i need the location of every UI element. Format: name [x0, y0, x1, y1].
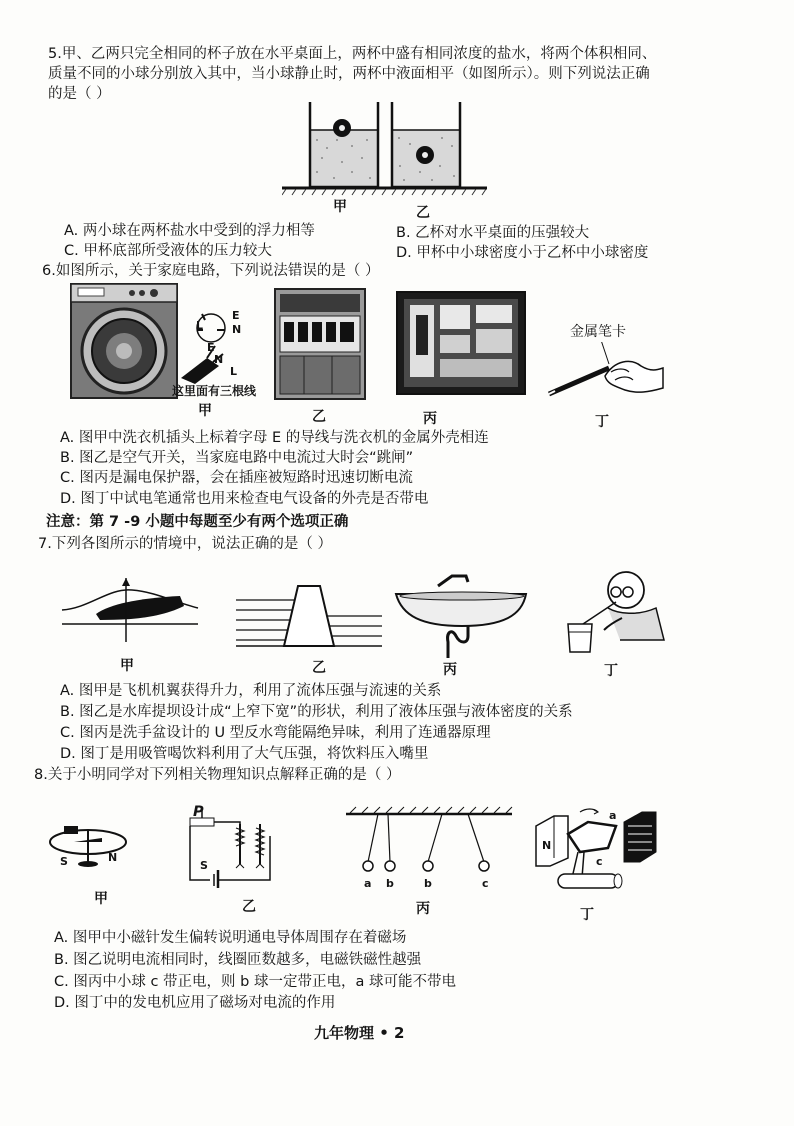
q7-option-b: B. 图乙是水库提坝设计成“上窄下宽”的形状，利用了液体压强与液体密度的关系 [60, 704, 573, 720]
q7-option-d: D. 图丁是用吸管喝饮料利用了大气压强，将饮料压入嘴里 [60, 746, 429, 762]
q8-figure-oersted [46, 812, 132, 872]
q7-option-a: A. 图甲是飞机机翼获得升力，利用了流体压强与流速的关系 [60, 683, 442, 699]
q7-fig-label-yi: 乙 [312, 660, 326, 676]
q8-bing-letter-b1: b [386, 877, 394, 890]
q6-jia-letter-l1: L [196, 319, 204, 332]
q6-jia-letter-l2: L [230, 365, 238, 378]
q8-ding-letter-n: N [542, 839, 552, 852]
q8-ding-letter-a: a [609, 809, 617, 822]
section-note: 注意：第 7 -9 小题中每题至少有两个选项正确 [46, 514, 349, 530]
q5-fig-label-jia: 甲 [333, 199, 347, 215]
q7-fig-label-jia: 甲 [120, 658, 134, 674]
q5-option-b: B. 乙杯对水平桌面的压强较大 [396, 225, 590, 241]
q8-figure-charged-balls [344, 806, 514, 878]
q6-jia-letter-n1: N [232, 323, 242, 336]
q6-fig-label-bing: 丙 [423, 411, 437, 427]
q8-fig-label-bing: 丙 [416, 901, 430, 917]
q8-option-c: C. 图丙中小球 c 带正电，则 b 球一定带正电，a 球可能不带电 [54, 974, 456, 990]
q6-option-b: B. 图乙是空气开关，当家庭电路中电流过大时会“跳闸” [60, 450, 414, 466]
q6-jia-letter-n2: N [214, 353, 224, 366]
q5-option-c: C. 甲杯底部所受液体的压力较大 [64, 243, 272, 259]
q8-stem: 8.关于小明同学对下列相关物理知识点解释正确的是（ ） [34, 767, 401, 783]
q6-fig-label-ding: 丁 [595, 414, 609, 430]
q6-option-c: C. 图丙是漏电保护器，会在插座被短路时迅速切断电流 [60, 470, 413, 486]
q7-fig-label-bing: 丙 [443, 662, 457, 678]
q8-fig-label-jia: 甲 [94, 891, 108, 907]
q7-figure-airfoil [60, 578, 200, 648]
q8-jia-letter-s: S [60, 855, 68, 868]
q6-fig-label-jia: 甲 [198, 403, 212, 419]
q8-ding-letter-c: c [596, 855, 603, 868]
q7-option-c: C. 图丙是洗手盆设计的 U 型反水弯能隔绝异味，利用了连通器原理 [60, 725, 491, 741]
q6-figure-washing-machine [70, 283, 180, 401]
q6-ding-note: 金属笔卡 [570, 324, 626, 340]
q8-bing-letter-a: a [364, 877, 372, 890]
q5-option-d: D. 甲杯中小球密度小于乙杯中小球密度 [396, 245, 649, 261]
q8-bing-letter-b2: b [424, 877, 432, 890]
q8-option-a: A. 图甲中小磁针发生偏转说明通电导体周围存在着磁场 [54, 930, 407, 946]
q7-fig-label-ding: 丁 [604, 663, 618, 679]
q7-figure-sink [392, 572, 532, 658]
q6-figure-air-switch [274, 288, 366, 400]
page-footer: 九年物理 • 2 [314, 1024, 405, 1042]
q8-option-b: B. 图乙说明电流相同时，线圈匝数越多，电磁铁磁性越强 [54, 952, 422, 968]
q6-jia-note: 这里面有三根线 [172, 384, 257, 398]
q5-fig-label-yi: 乙 [416, 205, 430, 221]
q5-stem-line1: 5.甲、乙两只完全相同的杯子放在水平桌面上，两杯中盛有相同浓度的盐水，将两个体积相同、 [48, 46, 657, 62]
q6-stem: 6.如图所示，关于家庭电路，下列说法错误的是（ ） [42, 263, 380, 279]
q5-stem-line2: 质量不同的小球分别放入其中，当小球静止时，两杯中液面相平（如图所示）。则下列说法正确 [48, 66, 650, 82]
q8-yi-letter-s: S [200, 859, 208, 872]
q5-option-a: A. 两小球在两杯盐水中受到的浮力相等 [64, 223, 315, 239]
q7-stem: 7.下列各图所示的情境中，说法正确的是（ ） [38, 536, 332, 552]
q6-option-a: A. 图甲中洗衣机插头上标着字母 E 的导线与洗衣机的金属外壳相连 [60, 430, 489, 446]
q7-figure-drinking-straw [560, 568, 672, 658]
q8-yi-letter-p: P [193, 804, 204, 820]
q6-option-d: D. 图丁中试电笔通常也用来检查电气设备的外壳是否带电 [60, 491, 429, 507]
q8-fig-label-yi: 乙 [242, 899, 256, 915]
q6-fig-label-yi: 乙 [312, 409, 326, 425]
q8-jia-letter-n: N [108, 851, 118, 864]
q7-figure-dam [236, 580, 382, 650]
q6-figure-test-pen [545, 342, 665, 400]
q6-jia-letter-e2: E [207, 341, 215, 354]
q8-option-d: D. 图丁中的发电机应用了磁场对电流的作用 [54, 995, 336, 1011]
q8-bing-letter-c: c [482, 877, 489, 890]
q6-figure-leakage-protector [396, 291, 526, 395]
q5-figure-cups [282, 100, 492, 196]
q8-fig-label-ding: 丁 [580, 907, 594, 923]
q6-jia-letter-e1: E [232, 309, 240, 322]
q5-stem-line3: 的是（ ） [48, 86, 111, 102]
